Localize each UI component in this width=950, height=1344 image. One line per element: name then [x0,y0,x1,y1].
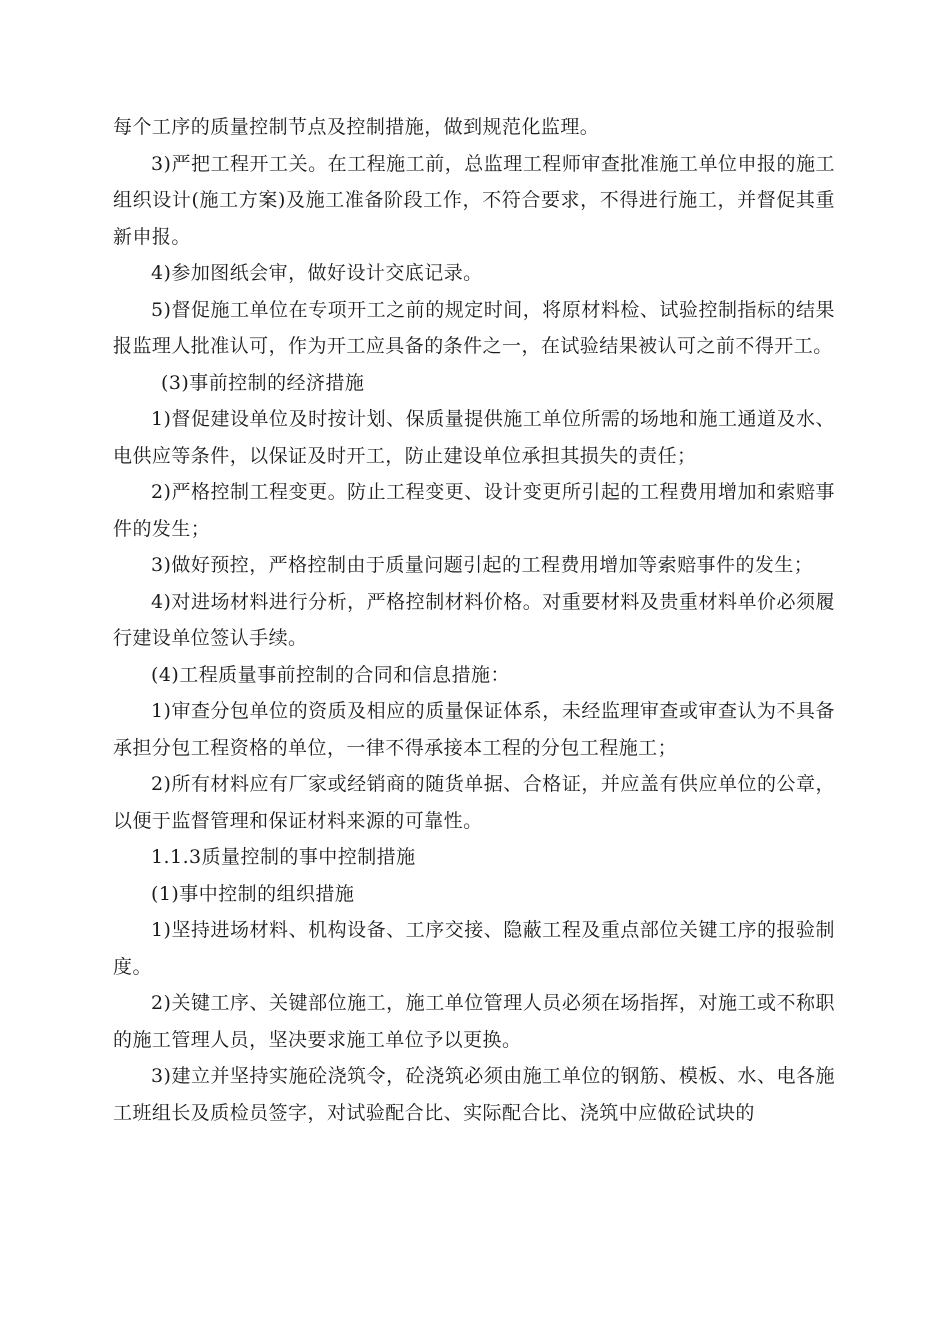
paragraph-economic-item-3: 3)做好预控，严格控制由于质量问题引起的工程费用增加等索赔事件的发生； [151,554,814,576]
section-heading-in-process-organization: (1)事中控制的组织措施 [151,882,355,905]
paragraph-continuation: 每个工序的质量控制节点及控制措施，做到规范化监理。 [113,116,600,138]
section-heading-1-1-3: 1.1.3质量控制的事中控制措施 [151,846,416,868]
paragraph-economic-item-4: 4)对进场材料进行分析，严格控制材料价格。对重要材料及贵重材料单价必须履行建设单位签认手续。 [113,590,835,649]
paragraph-in-process-item-2: 2)关键工序、关键部位施工，施工单位管理人员必须在场指挥，对施工或不称职的施工管理人员，坚决要求施工单位予以更换。 [113,992,835,1051]
paragraph-economic-item-2: 2)严格控制工程变更。防止工程变更、设计变更所引起的工程费用增加和索赔事件的发生； [113,481,835,540]
paragraph-contract-item-1: 1)审查分包单位的资质及相应的质量保证体系，未经监理审查或审查认为不具备承担分包工程资格的单位，一律不得承接本工程的分包工程施工； [113,700,835,759]
paragraph-item-5-material-test: 5)督促施工单位在专项开工之前的规定时间，将原材料检、试验控制指标的结果报监理人批准认可，作为开工应具备的条件之一，在试验结果被认可之前不得开工。 [113,298,835,357]
paragraph-item-4-drawing-review: 4)参加图纸会审，做好设计交底记录。 [151,262,483,284]
document-body [113,109,835,1131]
paragraph-economic-item-1: 1)督促建设单位及时按计划、保质量提供施工单位所需的场地和施工通道及水、电供应等条件，以保证及时开工，防止建设单位承担其损失的责任； [113,408,835,467]
section-heading-economic-measures: (3)事前控制的经济措施 [161,371,365,394]
section-heading-contract-info-measures: (4)工程质量事前控制的合同和信息措施： [151,663,510,686]
paragraph-contract-item-2: 2)所有材料应有厂家或经销商的随货单据、合格证，并应盖有供应单位的公章，以便于监督管理和保证材料来源的可靠性。 [113,773,835,832]
paragraph-item-3-start-control: 3)严把工程开工关。在工程施工前，总监理工程师审查批准施工单位申报的施工组织设计(施工方案)及施工准备阶段工作，不符合要求，不得进行施工，并督促其重新申报。 [113,152,835,248]
paragraph-in-process-item-3: 3)建立并坚持实施砼浇筑令，砼浇筑必须由施工单位的钢筋、模板、水、电各施工班组长及质检员签字，对试验配合比、实际配合比、浇筑中应做砼试块的 [113,1065,835,1124]
paragraph-in-process-item-1: 1)坚持进场材料、机构设备、工序交接、隐蔽工程及重点部位关键工序的报验制度。 [113,919,835,978]
